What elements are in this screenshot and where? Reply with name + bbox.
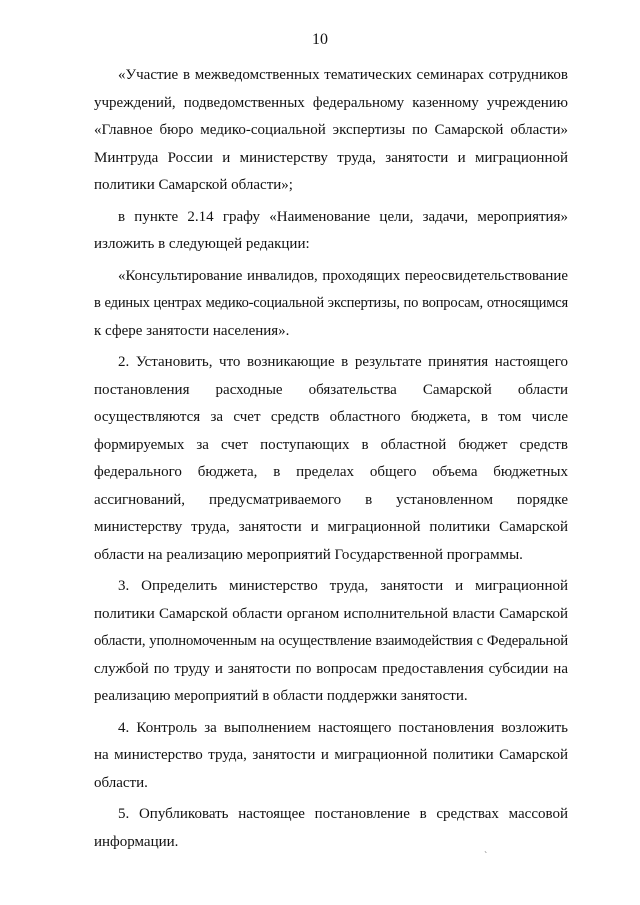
paragraph-point-5	[94, 801, 568, 856]
paragraph-point-4	[94, 715, 568, 798]
text-line: осуществляются за счет средств областного бюджета, в том числе	[94, 409, 568, 425]
paragraph-quote-consulting	[94, 263, 568, 346]
text-line: области на реализацию мероприятий Государственной программы.	[94, 546, 523, 563]
text-line: «Консультирование инвалидов, проходящих переосвидетельствование	[118, 267, 568, 284]
text-line: к сфере занятости населения».	[94, 322, 290, 339]
paragraph-point-3	[94, 573, 568, 711]
text-line: информации.	[94, 833, 179, 850]
text-line: службой по труду и занятости по вопросам предоставления субсидии на	[94, 660, 568, 677]
text-line: изложить в следующей редакции:	[94, 236, 310, 252]
text-line: в пункте 2.14 графу «Наименование цели, задачи, мероприятия»	[118, 208, 568, 225]
text-line: области.	[94, 774, 148, 791]
paragraph-point-2	[94, 349, 568, 569]
document-body	[94, 62, 568, 856]
paragraph-quote-seminars	[94, 62, 568, 200]
text-line: политики Самарской области»;	[94, 177, 293, 193]
stray-mark: `	[484, 851, 488, 862]
text-line: федерального бюджета, в пределах общего объема бюджетных	[94, 464, 568, 480]
page-number: 10	[312, 31, 328, 48]
text-line: Минтруда России и министерству труда, занятости и миграционной	[94, 149, 568, 166]
text-line: ассигнований, предусматриваемого в установленном порядке	[94, 491, 568, 508]
text-line: «Участие в межведомственных тематических семинарах сотрудников	[118, 67, 568, 83]
text-line: постановления расходные обязательства Самарской области	[94, 381, 568, 398]
text-line: политики Самарской области органом исполнительной власти Самарской	[94, 605, 568, 622]
text-line: области, уполномоченным на осуществление взаимодействия с Федеральной	[94, 633, 568, 649]
text-line: формируемых за счет поступающих в областной бюджет средств	[94, 436, 568, 453]
text-line: 5. Опубликовать настоящее постановление в средствах массовой	[118, 806, 568, 822]
text-line: учреждений, подведомственных федеральному казенному учреждению	[94, 94, 568, 111]
paragraph-item-2-14	[94, 204, 568, 259]
text-line: министерству труда, занятости и миграционной политики Самарской	[94, 519, 568, 535]
text-line: 3. Определить министерство труда, занятости и миграционной	[118, 578, 568, 594]
text-line: «Главное бюро медико-социальной экспертизы по Самарской области»	[94, 122, 568, 138]
text-line: реализацию мероприятий в области поддержки занятости.	[94, 688, 468, 704]
text-line: 2. Установить, что возникающие в результате принятия настоящего	[118, 354, 568, 370]
text-line: в единых центрах медико-социальной экспертизы, по вопросам, относящимся	[94, 295, 568, 311]
text-line: 4. Контроль за выполнением настоящего постановления возложить	[118, 719, 568, 736]
text-line: на министерство труда, занятости и миграционной политики Самарской	[94, 747, 568, 763]
